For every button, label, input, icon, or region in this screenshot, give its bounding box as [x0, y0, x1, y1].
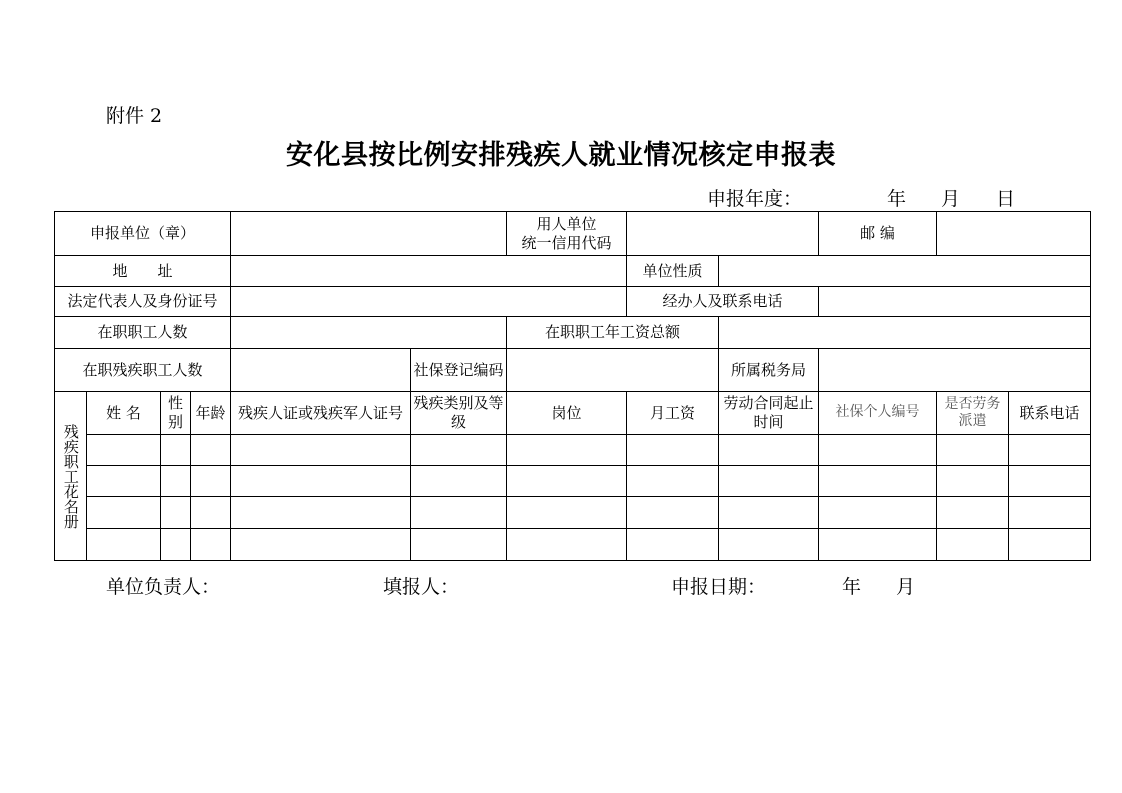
col-age: 年龄 — [191, 392, 231, 435]
table-row — [55, 529, 1091, 561]
table-row — [55, 466, 1091, 497]
total-wage-label: 在职职工年工资总额 — [507, 317, 719, 349]
filler-label: 填报人： — [383, 576, 460, 598]
handler-field[interactable] — [819, 287, 1091, 317]
tax-bureau-label: 所属税务局 — [719, 349, 819, 392]
form-title: 安化县按比例安排残疾人就业情况核定申报表 — [286, 140, 836, 171]
disabled-employees-label: 在职残疾职工人数 — [55, 349, 231, 392]
responsible-label: 单位负责人： — [106, 576, 221, 598]
col-gender: 性别 — [161, 392, 191, 435]
social-security-code-label: 社保登记编码 — [411, 349, 507, 392]
address-label: 地 址 — [55, 256, 231, 287]
table-row — [55, 435, 1091, 466]
credit-code-label: 用人单位 统一信用代码 — [507, 212, 627, 256]
declaration-table — [54, 211, 1091, 561]
year-label: 年 — [887, 188, 907, 210]
disabled-employees-field[interactable] — [231, 349, 411, 392]
social-security-code-field[interactable] — [507, 349, 719, 392]
col-post: 岗位 — [507, 392, 627, 435]
col-name: 姓 名 — [87, 392, 161, 435]
col-contract: 劳动合同起止时间 — [719, 392, 819, 435]
unit-name-label: 申报单位（章） — [55, 212, 231, 256]
unit-nature-field[interactable] — [719, 256, 1091, 287]
col-phone: 联系电话 — [1009, 392, 1091, 435]
report-date-label: 申报日期： — [671, 576, 767, 598]
unit-name-field[interactable] — [231, 212, 507, 256]
day-label: 日 — [996, 188, 1016, 210]
report-year-label: 申报年度： — [707, 188, 803, 210]
legal-rep-label: 法定代表人及身份证号 — [55, 287, 231, 317]
footer-month-label: 月 — [896, 576, 916, 598]
table-row — [55, 497, 1091, 529]
postcode-label: 邮 编 — [819, 212, 937, 256]
legal-rep-field[interactable] — [231, 287, 627, 317]
total-wage-field[interactable] — [719, 317, 1091, 349]
employees-label: 在职职工人数 — [55, 317, 231, 349]
footer-year-label: 年 — [842, 576, 862, 598]
col-category: 残疾类别及等级 — [411, 392, 507, 435]
col-dispatch: 是否劳务派遣 — [937, 392, 1009, 435]
col-ss-number: 社保个人编号 — [819, 392, 937, 435]
month-label: 月 — [941, 188, 961, 210]
col-certificate: 残疾人证或残疾军人证号 — [231, 392, 411, 435]
handler-label: 经办人及联系电话 — [627, 287, 819, 317]
col-salary: 月工资 — [627, 392, 719, 435]
roster-label: 残疾职工花名册 — [55, 392, 87, 561]
employees-field[interactable] — [231, 317, 507, 349]
unit-nature-label: 单位性质 — [627, 256, 719, 287]
address-field[interactable] — [231, 256, 627, 287]
attachment-label: 附件 2 — [106, 105, 163, 127]
tax-bureau-field[interactable] — [819, 349, 1091, 392]
credit-code-field[interactable] — [627, 212, 819, 256]
postcode-field[interactable] — [937, 212, 1091, 256]
